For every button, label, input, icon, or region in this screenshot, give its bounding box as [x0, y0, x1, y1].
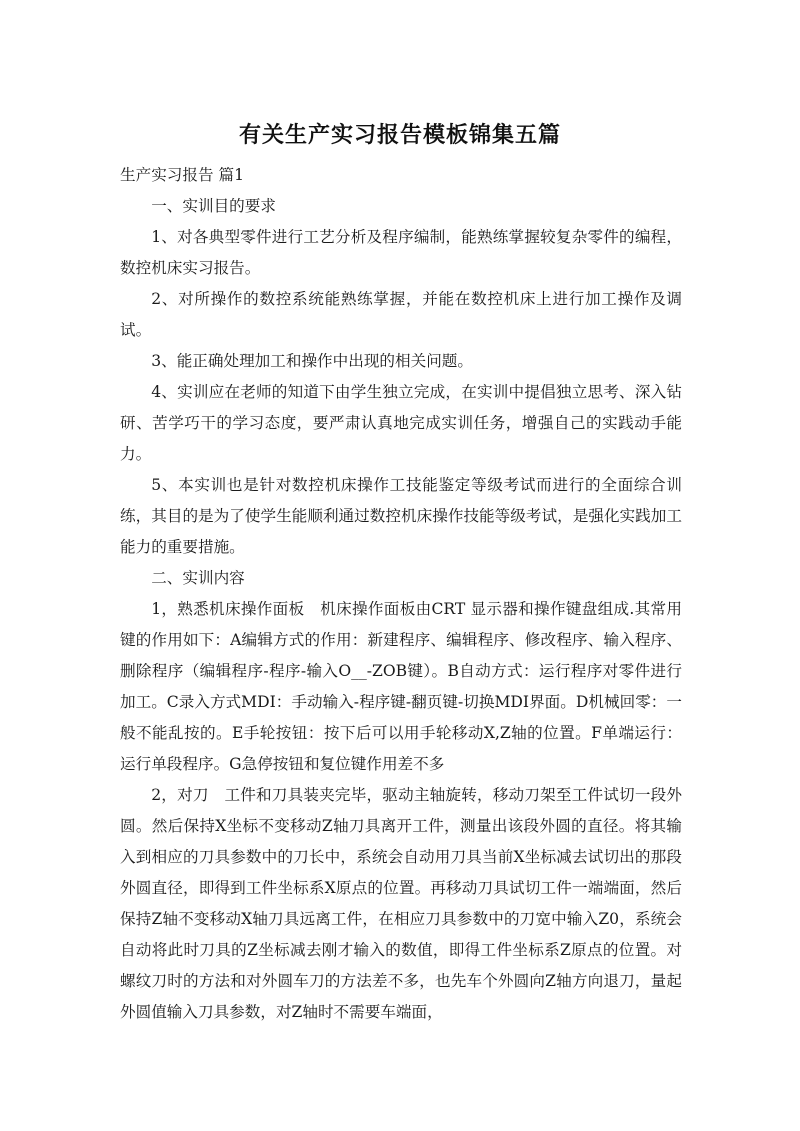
- document-body: [120, 160, 682, 1028]
- body-paragraph: 1、对各典型零件进行工艺分析及程序编制，能熟练掌握较复杂零件的编程，数控机床实习报告。: [120, 228, 682, 277]
- body-paragraph: 2，对刀 工件和刀具装夹完毕，驱动主轴旋转，移动刀架至工件试切一段外圆。然后保持X坐标不变移动Z轴刀具离开工件，测量出该段外圆的直径。将其输入到相应的刀具参数中的刀长中，系统会自动用刀具当前X坐标减去试切出的那段外圆直径，即得到工件坐标系X原点的位置。再移动刀具试切工件一端端面，然后保持Z轴不变移动X轴刀具远离工件，在相应刀具参数中的刀宽中输入Z0，系统会自动将此时刀具的Z坐标减去刚才输入的数值，即得工件坐标系Z原点的位置。对螺纹刀时的方法和对外圆车刀的方法差不多，也先车个外圆向Z轴方向退刀，量起外圆值输入刀具参数，对Z轴时不需要车端面，: [120, 786, 682, 1021]
- body-paragraph: 2、对所操作的数控系统能熟练掌握，并能在数控机床上进行加工操作及调试。: [120, 290, 682, 339]
- subsection-heading: 一、实训目的要求: [151, 197, 276, 215]
- body-paragraph: 4、实训应在老师的知道下由学生独立完成，在实训中提倡独立思考、深入钻研、苦学巧干的学习态度，要严肃认真地完成实训任务，增强自己的实践动手能力。: [120, 383, 682, 463]
- section-heading: 生产实习报告 篇1: [120, 166, 245, 184]
- body-paragraph: 3、能正确处理加工和操作中出现的相关问题。: [151, 352, 473, 370]
- subsection-heading: 二、实训内容: [151, 569, 245, 587]
- body-paragraph: 5、本实训也是针对数控机床操作工技能鉴定等级考试而进行的全面综合训练，其目的是为了使学生能顺利通过数控机床操作技能等级考试，是强化实践加工能力的重要措施。: [120, 476, 682, 556]
- document-title: 有关生产实习报告模板锦集五篇: [238, 123, 561, 148]
- body-paragraph: 1，熟悉机床操作面板 机床操作面板由CRT 显示器和操作键盘组成.其常用键的作用如下：A编辑方式的作用：新建程序、编辑程序、修改程序、输入程序、删除程序（编辑程序-程序-输入O__-ZOB键）。B自动方式：运行程序对零件进行加工。C录入方式MDI：手动输入-程序键-翻页键-切换MDI界面。D机械回零：一般不能乱按的。E手轮按钮：按下后可以用手轮移动X,Z轴的位置。F单端运行：运行单段程序。G急停按钮和复位键作用差不多: [120, 600, 682, 773]
